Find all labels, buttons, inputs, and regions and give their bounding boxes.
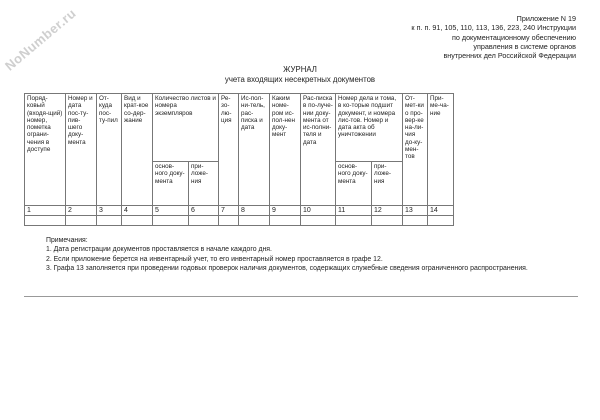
- column-number: 3: [97, 206, 122, 216]
- header-cell-5-6: Количество листов и номера экземпляров: [153, 94, 219, 162]
- journal-table: [24, 93, 454, 226]
- empty-row: [25, 216, 454, 226]
- column-number: 2: [66, 206, 97, 216]
- column-number: 7: [219, 206, 239, 216]
- column-number: 13: [403, 206, 428, 216]
- column-number: 1: [25, 206, 66, 216]
- header-cell-3: От-куда пос-ту-пил: [97, 94, 122, 206]
- column-number: 8: [239, 206, 270, 216]
- column-number-row: [25, 206, 454, 216]
- empty-cell: [97, 216, 122, 226]
- appendix-line: к п. п. 91, 105, 110, 113, 136, 223, 240 Инструкции: [411, 23, 576, 33]
- empty-cell: [66, 216, 97, 226]
- column-number: 6: [189, 206, 219, 216]
- column-number: 14: [428, 206, 454, 216]
- column-number: 4: [122, 206, 153, 216]
- column-number: 10: [301, 206, 336, 216]
- appendix-line: Приложение N 19: [516, 14, 576, 23]
- header-cell-13: От-мет-ки о про-вер-ке на-ли-чия до-ку-мен-тов: [403, 94, 428, 206]
- notes-heading: Примечания:: [46, 237, 88, 244]
- header-cell-2: Номер и дата пос-ту-пив-шего доку-мента: [66, 94, 97, 206]
- empty-cell: [372, 216, 403, 226]
- empty-cell: [270, 216, 301, 226]
- empty-cell: [301, 216, 336, 226]
- header-cell-11-12: Номер дела и тома, в ко-торые подшит документ, и номера лис-тов. Номер и дата акта об уничтожении: [336, 94, 403, 162]
- empty-cell: [428, 216, 454, 226]
- empty-cell: [403, 216, 428, 226]
- header-cell-6: при-ложе-ния: [189, 162, 219, 206]
- header-cell-1: Поряд-ковый (входя-щий) номер, пометка ограни-чения в доступе: [25, 94, 66, 206]
- note-item: 1. Дата регистрации документов проставляется в начале каждого дня.: [46, 246, 272, 254]
- empty-cell: [189, 216, 219, 226]
- empty-cell: [25, 216, 66, 226]
- document-title: [0, 65, 600, 84]
- header-cell-5: основ-ного доку-мента: [153, 162, 189, 206]
- header-cell-8: Ис-пол-ни-тель, рас-писка и дата: [239, 94, 270, 206]
- note-item: 2. Если приложение берется на инвентарный учет, то его инвентарный номер проставляется в графе 12.: [46, 255, 383, 263]
- empty-cell: [239, 216, 270, 226]
- appendix-line: внутренних дел Российской Федерации: [443, 51, 576, 61]
- empty-cell: [153, 216, 189, 226]
- header-cell-11: основ-ного доку-мента: [336, 162, 372, 206]
- title-main: ЖУРНАЛ: [283, 65, 317, 74]
- header-cell-7: Ре-зо-лю-ция: [219, 94, 239, 206]
- appendix-line: по документационному обеспечению: [451, 32, 576, 42]
- note-item: 3. Графа 13 заполняется при проведении годовых проверок наличия документов, содержащих служебные сведения ограниченного распространения.: [46, 264, 528, 272]
- header-cell-4: Вид и крат-кое со-дер-жание: [122, 94, 153, 206]
- column-number: 12: [372, 206, 403, 216]
- appendix-line: управления в системе органов: [473, 41, 576, 51]
- header-cell-12: при-ложе-ния: [372, 162, 403, 206]
- appendix-reference: [411, 14, 576, 60]
- watermark: NoNumber.ru: [2, 5, 79, 74]
- empty-cell: [336, 216, 372, 226]
- notes-section: [24, 236, 577, 273]
- column-number: 5: [153, 206, 189, 216]
- empty-cell: [219, 216, 239, 226]
- header-cell-14: При-ме-ча-ние: [428, 94, 454, 206]
- column-number: 9: [270, 206, 301, 216]
- header-cell-10: Рас-писка в по-луче-нии доку-мента от ис-полни-теля и дата: [301, 94, 336, 206]
- horizontal-divider: [24, 296, 578, 297]
- title-sub: учета входящих несекретных документов: [224, 74, 376, 84]
- header-cell-9: Каким номе-ром ис-пол-нен доку-мент: [270, 94, 301, 206]
- empty-cell: [122, 216, 153, 226]
- column-number: 11: [336, 206, 372, 216]
